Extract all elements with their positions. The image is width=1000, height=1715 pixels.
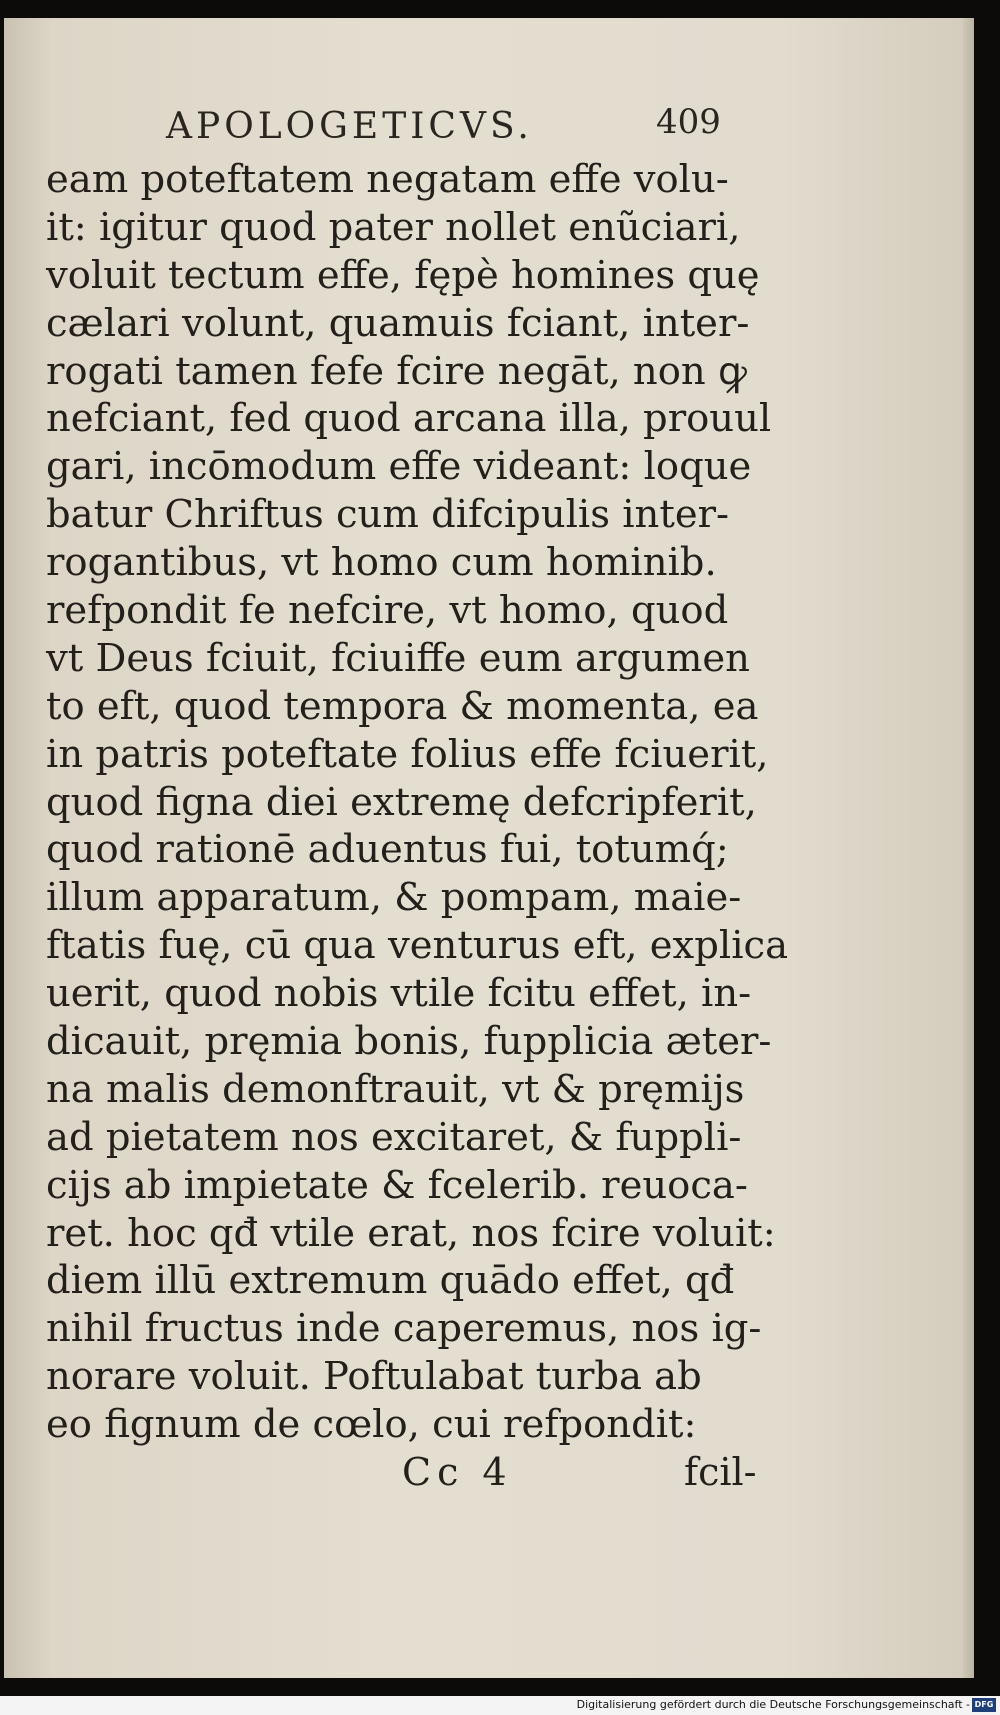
- text-line: refpondit fe nefcire, vt homo, quod: [46, 588, 729, 634]
- text-line: na malis demonftrauit, vt & pręmijs: [46, 1066, 745, 1112]
- text-line: ad pietatem nos excitaret, & fuppli-: [46, 1114, 742, 1160]
- text-line: vt Deus fciuit, fciuiffe eum argumen: [46, 635, 750, 681]
- book-page: [4, 18, 974, 1678]
- text-line: cælari volunt, quamuis fciant, inter-: [46, 300, 750, 346]
- text-line: norare voluit. Poftulabat turba ab: [46, 1354, 702, 1400]
- text-line: ret. hoc qđ vtile erat, nos fcire voluit:: [46, 1210, 776, 1256]
- text-line: cijs ab impietate & fcelerib. reuoca-: [46, 1162, 748, 1208]
- dfg-logo-icon: DFG: [972, 1698, 996, 1712]
- text-line: rogati tamen fefe fcire negāt, non ꝙ: [46, 348, 747, 394]
- text-line: it: igitur quod pater nollet enũciari,: [46, 204, 741, 250]
- text-line: illum apparatum, & pompam, maie-: [46, 875, 742, 921]
- text-line: voluit tectum effe, fępè homines quę: [46, 252, 760, 298]
- running-head: APOLOGETICVS.: [166, 106, 533, 147]
- signature-mark: Cc 4: [402, 1450, 513, 1494]
- text-line: batur Chriftus cum difcipulis inter-: [46, 492, 730, 538]
- digitization-footer: [0, 1696, 1000, 1715]
- text-line: gari, incōmodum effe videant: loque: [46, 444, 752, 490]
- catchword: fcil-: [684, 1450, 757, 1494]
- text-line: dicauit, pręmia bonis, fupplicia æter-: [46, 1019, 772, 1065]
- text-line: nihil fructus inde caperemus, nos ig-: [46, 1306, 762, 1352]
- text-line: nefciant, fed quod arcana illa, prouul: [46, 396, 772, 442]
- text-line: quod rationē aduentus fui, totumq́;: [46, 827, 729, 873]
- text-line: in patris poteftate folius effe fciuerit,: [46, 731, 769, 777]
- text-line: eam poteftatem negatam effe volu-: [46, 157, 729, 202]
- text-line: diem illū extremum quādo effet, qđ: [46, 1258, 735, 1304]
- text-line: eo fignum de cœlo, cui refpondit:: [46, 1402, 697, 1448]
- text-line: ftatis fuę, cū qua venturus eft, explica: [46, 923, 789, 969]
- text-line: to eft, quod tempora & momenta, ea: [46, 683, 759, 729]
- body-text: [46, 156, 789, 1449]
- text-line: uerit, quod nobis vtile fcitu effet, in-: [46, 971, 752, 1017]
- page-edge: [963, 18, 973, 1678]
- text-line: quod figna diei extremę defcripferit,: [46, 779, 757, 825]
- text-line: rogantibus, vt homo cum hominib.: [46, 540, 717, 586]
- page-number: 409: [656, 102, 721, 142]
- digitization-note: Digitalisierung gefördert durch die Deutsche Forschungsgemeinschaft -: [576, 1698, 970, 1711]
